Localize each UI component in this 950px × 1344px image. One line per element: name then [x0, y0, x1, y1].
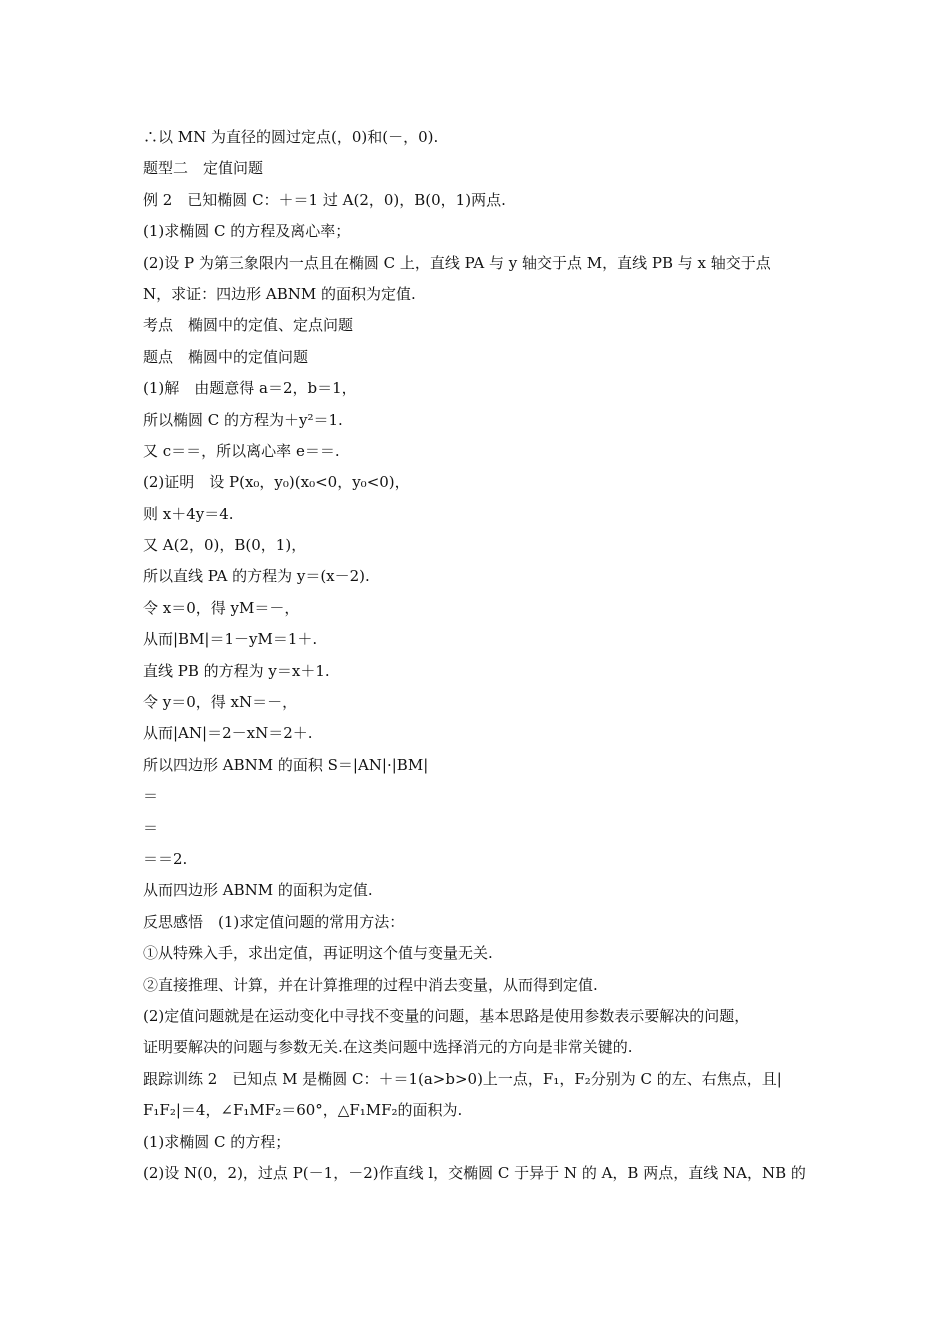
proof-line: 所以直线 PA 的方程为 y＝(x－2).	[143, 567, 370, 586]
subtopic-label: 题点 椭圆中的定值问题	[143, 347, 309, 366]
practice-statement: 跟踪训练 2 已知点 M 是椭圆 C：＋＝1(a>b>0)上一点，F₁，F₂分别为 C 的左、右焦点，且|	[143, 1069, 782, 1088]
equation-line: ＝	[143, 818, 159, 837]
reflection-item: ②直接推理、计算，并在计算推理的过程中消去变量，从而得到定值.	[143, 975, 598, 994]
reflection-item: ①从特殊入手，求出定值，再证明这个值与变量无关.	[143, 944, 493, 963]
reflection-item-cont: 证明要解决的问题与参数无关.在这类问题中选择消元的方向是非常关键的.	[143, 1038, 633, 1057]
proof-line: 从而|BM|＝1－yM＝1＋.	[143, 630, 318, 649]
proof-line: 又 A(2，0)，B(0，1)，	[143, 536, 307, 555]
document-body	[143, 122, 823, 1189]
proof-line: 从而|AN|＝2－xN＝2＋.	[143, 724, 313, 743]
question-part-2: (2)设 P 为第三象限内一点且在椭圆 C 上，直线 PA 与 y 轴交于点 M，直线 PB 与 x 轴交于点	[143, 253, 771, 272]
text-line: ∴以 MN 为直径的圆过定点(，0)和(－，0).	[143, 128, 439, 146]
proof-line: 则 x＋4y＝4.	[143, 504, 234, 523]
question-part-2-cont: N，求证：四边形 ABNM 的面积为定值.	[143, 284, 416, 303]
solution-line: 所以椭圆 C 的方程为＋y²＝1.	[143, 410, 343, 429]
question-part-1: (1)求椭圆 C 的方程及离心率；	[143, 222, 351, 241]
solution-line: (1)解 由题意得 a＝2，b＝1，	[143, 379, 357, 398]
section-heading: 题型二 定值问题	[143, 159, 264, 178]
conclusion-line: 从而四边形 ABNM 的面积为定值.	[143, 881, 373, 900]
example-statement: 例 2 已知椭圆 C：＋＝1 过 A(2，0)，B(0，1)两点.	[143, 190, 506, 209]
equation-line: ＝	[143, 787, 159, 806]
reflection-item: (2)定值问题就是在运动变化中寻找不变量的问题，基本思路是使用参数表示要解决的问题，	[143, 1006, 750, 1025]
reflection-heading: 反思感悟 (1)求定值问题的常用方法：	[143, 912, 405, 931]
solution-line: 又 c＝＝，所以离心率 e＝＝.	[143, 441, 340, 460]
topic-label: 考点 椭圆中的定值、定点问题	[143, 316, 354, 335]
proof-line: 令 y＝0，得 xN＝－，	[143, 693, 298, 712]
proof-line: 令 x＝0，得 yM＝－，	[143, 598, 300, 617]
practice-statement-cont: F₁F₂|＝4，∠F₁MF₂＝60°，△F₁MF₂的面积为.	[143, 1101, 463, 1120]
practice-part-1: (1)求椭圆 C 的方程；	[143, 1132, 291, 1151]
proof-line: (2)证明 设 P(x₀，y₀)(x₀<0，y₀<0)，	[143, 473, 410, 492]
practice-part-2: (2)设 N(0，2)，过点 P(－1，－2)作直线 l，交椭圆 C 于异于 N 的 A，B 两点，直线 NA，NB 的	[143, 1163, 806, 1182]
proof-line: 所以四边形 ABNM 的面积 S＝|AN|·|BM|	[143, 755, 429, 774]
proof-line: 直线 PB 的方程为 y＝x＋1.	[143, 661, 330, 680]
equation-line: ＝＝2.	[143, 849, 188, 868]
